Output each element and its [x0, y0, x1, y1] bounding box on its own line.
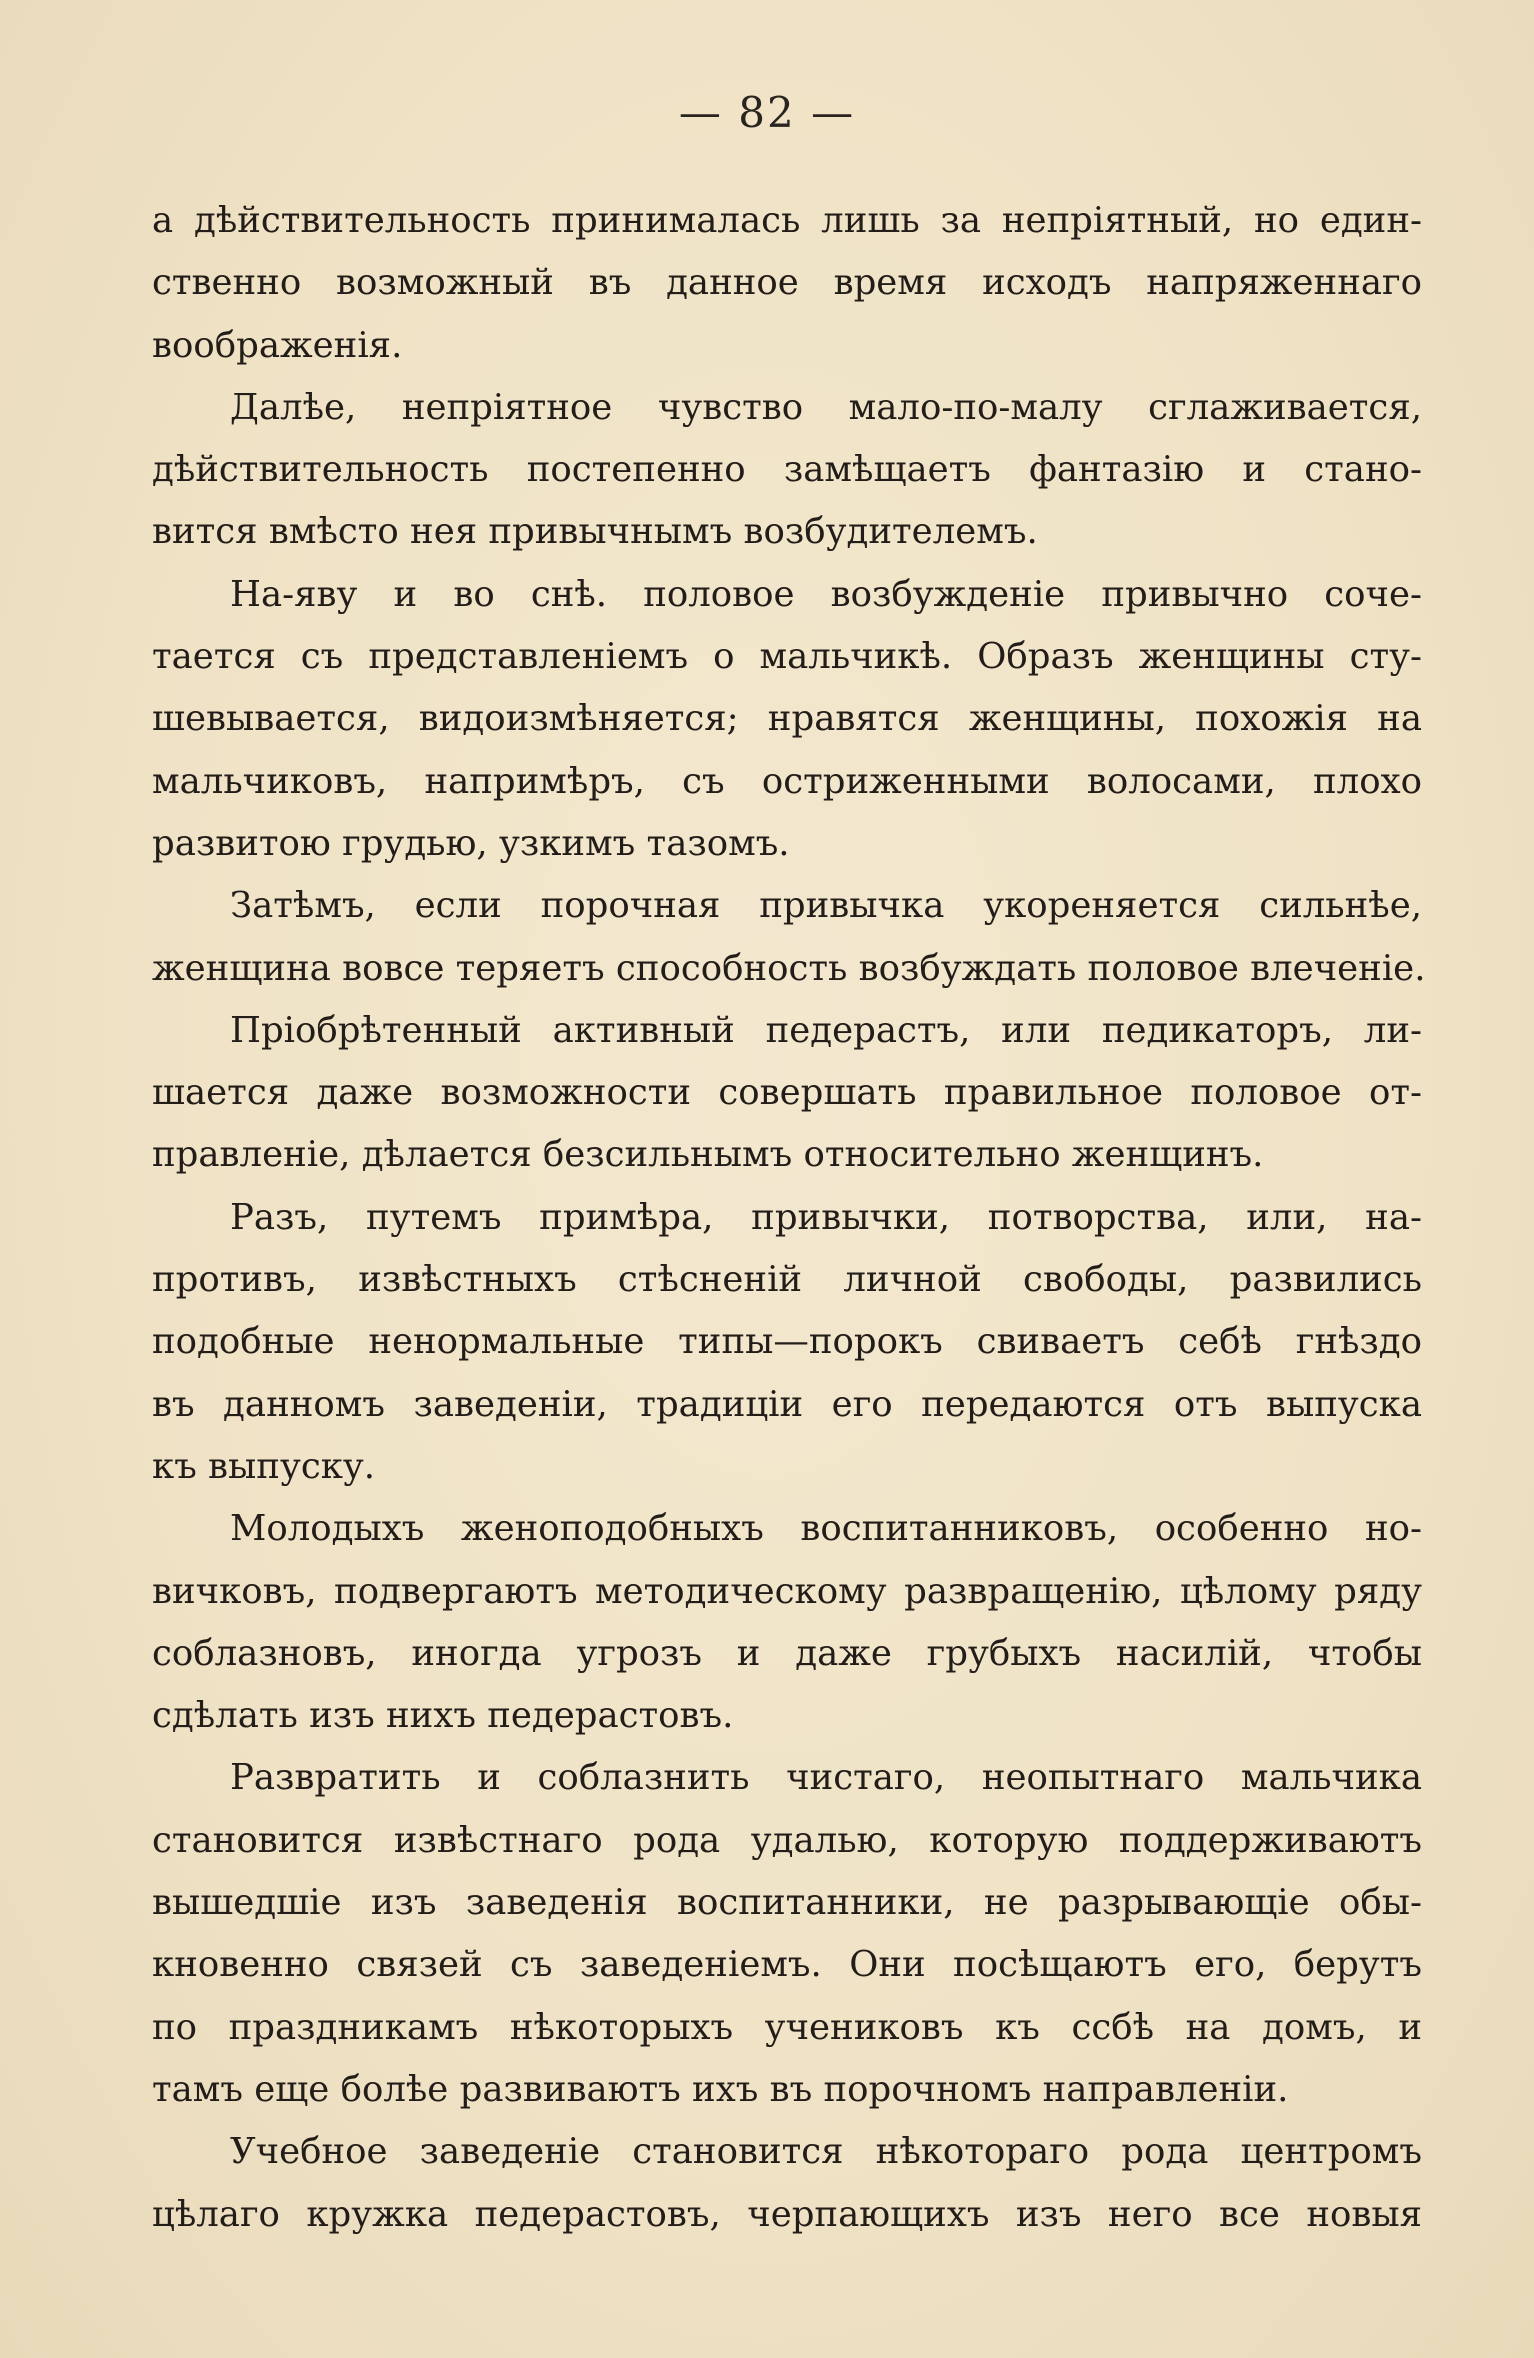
text-line: женщина вовсе теряетъ способность возбуждать половое влеченіе.	[152, 947, 1426, 989]
text-line: соблазновъ, иногда угрозъ и даже грубыхъ насилій, чтобы	[152, 1632, 1422, 1674]
page-number: — 82 —	[678, 88, 856, 137]
text-line: мальчиковъ, напримѣръ, съ остриженными волосами, плохо	[152, 760, 1422, 802]
text-line: Развратить и соблазнить чистаго, неопытнаго мальчика	[230, 1757, 1422, 1799]
text-line: воображенія.	[152, 324, 403, 366]
text-line: тамъ еще болѣе развиваютъ ихъ въ порочномъ направленіи.	[152, 2068, 1289, 2110]
text-line: становится извѣстнаго рода удалью, которую поддерживаютъ	[152, 1819, 1422, 1861]
text-line: вичковъ, подвергаютъ методическому развращенію, цѣлому ряду	[152, 1570, 1422, 1612]
text-line: къ выпуску.	[152, 1445, 376, 1487]
text-line: въ данномъ заведеніи, традиціи его передаются отъ выпуска	[152, 1383, 1422, 1425]
text-line: Учебное заведеніе становится нѣкотораго рода центромъ	[230, 2131, 1422, 2173]
text-line: цѣлаго кружка педерастовъ, черпающихъ изъ него все новыя	[152, 2193, 1422, 2235]
text-line: дѣйствительность постепенно замѣщаетъ фантазію и стано-	[152, 449, 1422, 491]
text-line: противъ, извѣстныхъ стѣсненій личной свободы, развились	[152, 1259, 1422, 1301]
text-line: тается съ представленіемъ о мальчикѣ. Образъ женщины сту-	[152, 636, 1422, 678]
text-line: Молодыхъ женоподобныхъ воспитанниковъ, особенно но-	[230, 1508, 1422, 1550]
text-line: кновенно связей съ заведеніемъ. Они посѣщаютъ его, берутъ	[152, 1944, 1422, 1986]
text-line: ственно возможный въ данное время исходъ напряженнаго	[152, 262, 1422, 304]
text-line: вится вмѣсто нея привычнымъ возбудителемъ.	[152, 511, 1038, 553]
text-line: правленіе, дѣлается безсильнымъ относительно женщинъ.	[152, 1134, 1264, 1176]
body-text	[152, 190, 1426, 2246]
text-line: сдѣлать изъ нихъ педерастовъ.	[152, 1695, 734, 1737]
text-line: На-яву и во снѣ. половое возбужденіе привычно соче-	[230, 573, 1422, 615]
text-line: по праздникамъ нѣкоторыхъ учениковъ къ ссбѣ на домъ, и	[152, 2006, 1422, 2048]
text-line: Разъ, путемъ примѣра, привычки, потворства, или, на-	[230, 1196, 1422, 1238]
text-line: шается даже возможности совершать правильное половое от-	[152, 1072, 1422, 1114]
text-line: Далѣе, непріятное чувство мало-по-малу сглаживается,	[230, 386, 1422, 428]
text-line: подобные ненормальные типы—порокъ свиваетъ себѣ гнѣздо	[152, 1321, 1422, 1363]
text-line: шевывается, видоизмѣняется; нравятся женщины, похожія на	[152, 698, 1422, 740]
text-line: Затѣмъ, если порочная привычка укореняется сильнѣе,	[230, 885, 1422, 927]
text-line: Пріобрѣтенный активный педерастъ, или педикаторъ, ли-	[230, 1009, 1422, 1051]
text-line: а дѣйствительность принималась лишь за непріятный, но един-	[152, 200, 1422, 241]
text-line: вышедшіе изъ заведенія воспитанники, не разрывающіе обы-	[152, 1882, 1422, 1924]
text-line: развитою грудью, узкимъ тазомъ.	[152, 822, 790, 864]
